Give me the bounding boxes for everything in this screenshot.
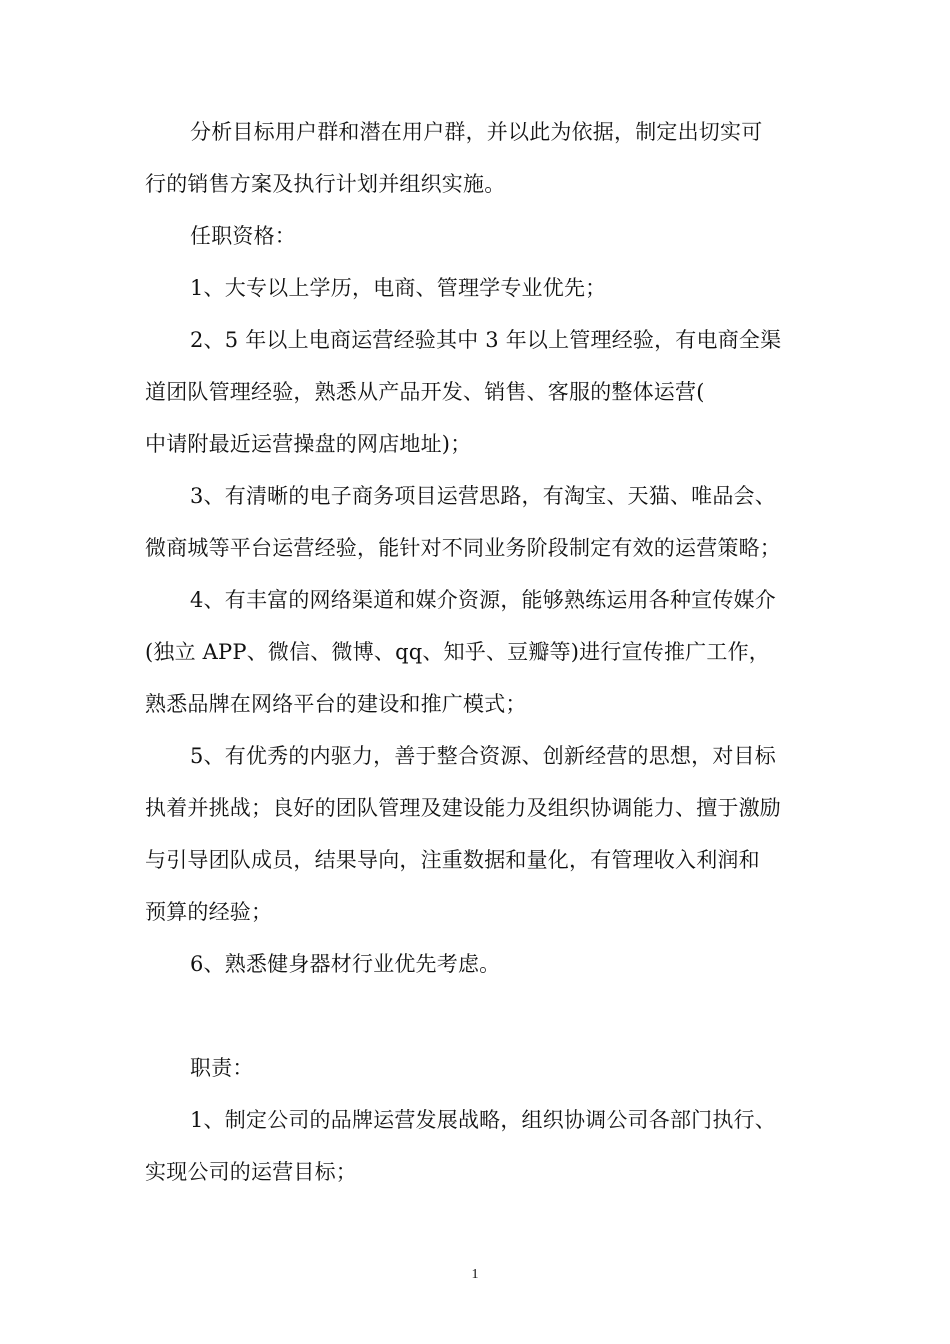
- text-line: 与引导团队成员，结果导向，注重数据和量化，有管理收入利润和: [145, 848, 760, 872]
- text-line: 分析目标用户群和潜在用户群，并以此为依据，制定出切实可: [190, 120, 763, 144]
- text-line: 微商城等平台运营经验，能针对不同业务阶段制定有效的运营策略；: [145, 536, 781, 560]
- text-line: (独立 APP、微信、微博、qq、知乎、豆瓣等)进行宣传推广工作，: [145, 640, 770, 664]
- text-line: 2、5 年以上电商运营经验其中 3 年以上管理经验，有电商全渠: [190, 328, 782, 352]
- text-line: 实现公司的运营目标；: [145, 1160, 357, 1184]
- text-line: 中请附最近运营操盘的网店地址)；: [145, 432, 472, 456]
- text-line: 3、有清晰的电子商务项目运营思路，有淘宝、天猫、唯品会、: [190, 484, 776, 508]
- text-line: 6、熟悉健身器材行业优先考虑。: [190, 952, 501, 976]
- section-heading-qualifications: 任职资格：: [190, 224, 296, 248]
- text-line: 道团队管理经验，熟悉从产品开发、销售、客服的整体运营(: [145, 380, 705, 404]
- text-line: 5、有优秀的内驱力，善于整合资源、创新经营的思想，对目标: [190, 744, 776, 768]
- section-heading-duties: 职责：: [190, 1056, 254, 1080]
- text-line: 预算的经验；: [145, 900, 273, 924]
- page-number: 1: [471, 1267, 479, 1282]
- text-line: 执着并挑战；良好的团队管理及建设能力及组织协调能力、擅于激励: [145, 796, 781, 820]
- text-line: 熟悉品牌在网络平台的建设和推广模式；: [145, 692, 527, 716]
- text-line: 4、有丰富的网络渠道和媒介资源，能够熟练运用各种宣传媒介: [190, 588, 776, 612]
- text-line: 行的销售方案及执行计划并组织实施。: [145, 172, 506, 196]
- text-line: 1、制定公司的品牌运营发展战略，组织协调公司各部门执行、: [190, 1108, 776, 1132]
- text-line: 1、大专以上学历，电商、管理学专业优先；: [190, 276, 607, 300]
